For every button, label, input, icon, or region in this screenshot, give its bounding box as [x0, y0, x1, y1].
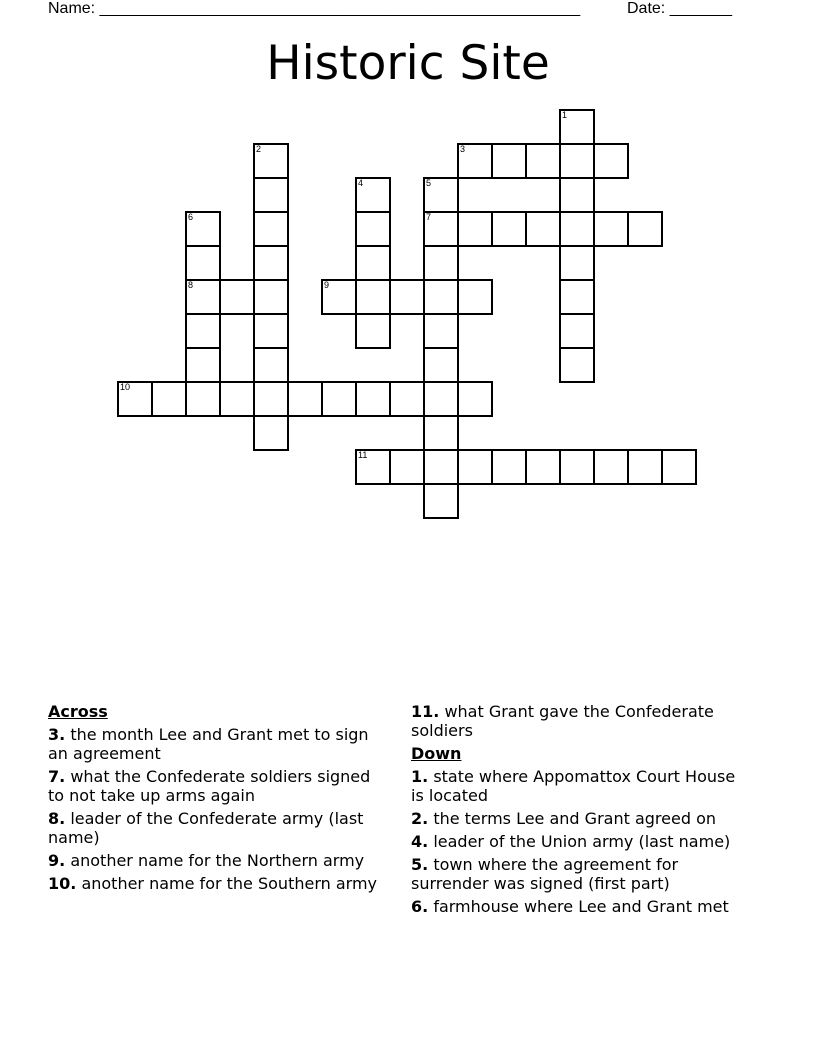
- grid-cell[interactable]: [253, 415, 289, 451]
- grid-cell[interactable]: [185, 279, 221, 315]
- grid-cell[interactable]: [491, 143, 527, 179]
- grid-cell[interactable]: [559, 279, 595, 315]
- grid-cell[interactable]: [185, 313, 221, 349]
- grid-cell[interactable]: [185, 211, 221, 247]
- grid-cell[interactable]: [593, 449, 629, 485]
- grid-cell[interactable]: [457, 143, 493, 179]
- grid-cell[interactable]: [355, 279, 391, 315]
- clue-number: 6.: [411, 897, 429, 916]
- clue-number: 4.: [411, 832, 429, 851]
- down-heading: Down: [411, 744, 462, 763]
- grid-cell[interactable]: [559, 177, 595, 213]
- clue-text: what Grant gave the Confederate soldiers: [411, 702, 714, 740]
- clue-number: 7.: [48, 767, 66, 786]
- clue-text: the month Lee and Grant met to sign an agreement: [48, 725, 369, 763]
- grid-cell[interactable]: [287, 381, 323, 417]
- cell-number: 2: [256, 144, 262, 154]
- clue-text: leader of the Union army (last name): [433, 832, 731, 851]
- clue-down-4: [411, 832, 751, 851]
- cell-number: 9: [324, 280, 330, 290]
- clue-down-2: [411, 809, 751, 828]
- clue-across-8: [48, 809, 388, 847]
- grid-cell[interactable]: [491, 211, 527, 247]
- grid-cell[interactable]: [253, 245, 289, 281]
- grid-cell[interactable]: [525, 449, 561, 485]
- grid-cell[interactable]: [627, 211, 663, 247]
- cell-number: 10: [120, 382, 131, 392]
- clue-text: what the Confederate soldiers signed to not take up arms again: [48, 767, 371, 805]
- clue-number: 2.: [411, 809, 429, 828]
- clue-across-3: [48, 725, 388, 763]
- grid-cell[interactable]: [253, 313, 289, 349]
- grid-cell[interactable]: [219, 279, 255, 315]
- grid-cell[interactable]: [219, 381, 255, 417]
- grid-cell[interactable]: [559, 143, 595, 179]
- grid-cell[interactable]: [559, 313, 595, 349]
- grid-cell[interactable]: [661, 449, 697, 485]
- grid-cell[interactable]: [457, 211, 493, 247]
- grid-cell[interactable]: [593, 211, 629, 247]
- clue-across-11: [411, 702, 751, 740]
- grid-cell[interactable]: [423, 347, 459, 383]
- grid-cell[interactable]: [559, 245, 595, 281]
- grid-cell[interactable]: [355, 211, 391, 247]
- cell-number: 3: [460, 144, 466, 154]
- cell-number: 5: [426, 178, 432, 188]
- page-title: Historic Site: [266, 36, 550, 91]
- date-field[interactable]: Date: _______: [627, 0, 732, 17]
- grid-cell[interactable]: [185, 381, 221, 417]
- grid-cell[interactable]: [423, 483, 459, 519]
- grid-cell[interactable]: [185, 245, 221, 281]
- grid-cell[interactable]: [559, 449, 595, 485]
- clues-left-column: [48, 702, 388, 897]
- grid-cell[interactable]: [253, 177, 289, 213]
- grid-cell[interactable]: [185, 347, 221, 383]
- grid-cell[interactable]: [423, 245, 459, 281]
- grid-cell[interactable]: [355, 177, 391, 213]
- cell-number: 1: [562, 110, 568, 120]
- grid-cell[interactable]: [355, 381, 391, 417]
- grid-cell[interactable]: [559, 109, 595, 145]
- grid-cell[interactable]: [423, 449, 459, 485]
- cell-number: 7: [426, 212, 432, 222]
- name-field[interactable]: Name: ______________________________________________________: [48, 0, 581, 17]
- cell-number: 11: [358, 450, 368, 460]
- clue-down-5: [411, 855, 751, 893]
- clue-text: another name for the Northern army: [70, 851, 365, 870]
- grid-cell[interactable]: [389, 381, 425, 417]
- grid-cell[interactable]: [457, 279, 493, 315]
- grid-cell[interactable]: [151, 381, 187, 417]
- clue-number: 11.: [411, 702, 440, 721]
- grid-cell[interactable]: [593, 143, 629, 179]
- grid-cell[interactable]: [253, 143, 289, 179]
- clue-text: town where the agreement for surrender was signed (first part): [411, 855, 679, 893]
- clue-number: 5.: [411, 855, 429, 874]
- clue-text: state where Appomattox Court House is located: [411, 767, 736, 805]
- clue-number: 8.: [48, 809, 66, 828]
- grid-cell[interactable]: [355, 313, 391, 349]
- cell-number: 8: [188, 280, 194, 290]
- clue-number: 9.: [48, 851, 66, 870]
- clue-text: another name for the Southern army: [81, 874, 378, 893]
- grid-cell[interactable]: [491, 449, 527, 485]
- grid-cell[interactable]: [525, 211, 561, 247]
- grid-cell[interactable]: [389, 279, 425, 315]
- grid-cell[interactable]: [457, 449, 493, 485]
- clue-text: leader of the Confederate army (last name): [48, 809, 364, 847]
- clue-text: the terms Lee and Grant agreed on: [433, 809, 716, 828]
- grid-cell[interactable]: [423, 313, 459, 349]
- clue-number: 1.: [411, 767, 429, 786]
- grid-cell[interactable]: [559, 347, 595, 383]
- clue-down-1: [411, 767, 751, 805]
- grid-cell[interactable]: [253, 279, 289, 315]
- grid-cell[interactable]: [423, 177, 459, 213]
- grid-cell[interactable]: [253, 211, 289, 247]
- grid-cell[interactable]: [423, 415, 459, 451]
- clue-number: 10.: [48, 874, 77, 893]
- grid-cell[interactable]: [321, 381, 357, 417]
- clue-across-9: [48, 851, 388, 870]
- grid-cell[interactable]: [389, 449, 425, 485]
- grid-cell[interactable]: [117, 381, 153, 417]
- grid-cell[interactable]: [423, 211, 459, 247]
- grid-cell[interactable]: [423, 381, 459, 417]
- clues-right-column: [411, 702, 751, 920]
- grid-cell[interactable]: [355, 449, 391, 485]
- cell-number: 6: [188, 212, 194, 222]
- clue-down-6: [411, 897, 751, 916]
- grid-cell[interactable]: [321, 279, 357, 315]
- grid-cell[interactable]: [525, 143, 561, 179]
- grid-cell[interactable]: [355, 245, 391, 281]
- grid-cell[interactable]: [253, 347, 289, 383]
- grid-cell[interactable]: [253, 381, 289, 417]
- clue-across-10: [48, 874, 388, 893]
- grid-cell[interactable]: [627, 449, 663, 485]
- clue-across-7: [48, 767, 388, 805]
- across-heading: Across: [48, 702, 108, 721]
- grid-cell[interactable]: [423, 279, 459, 315]
- grid-cell[interactable]: [559, 211, 595, 247]
- clue-number: 3.: [48, 725, 66, 744]
- cell-number: 4: [358, 178, 364, 188]
- clue-text: farmhouse where Lee and Grant met: [433, 897, 729, 916]
- grid-cell[interactable]: [457, 381, 493, 417]
